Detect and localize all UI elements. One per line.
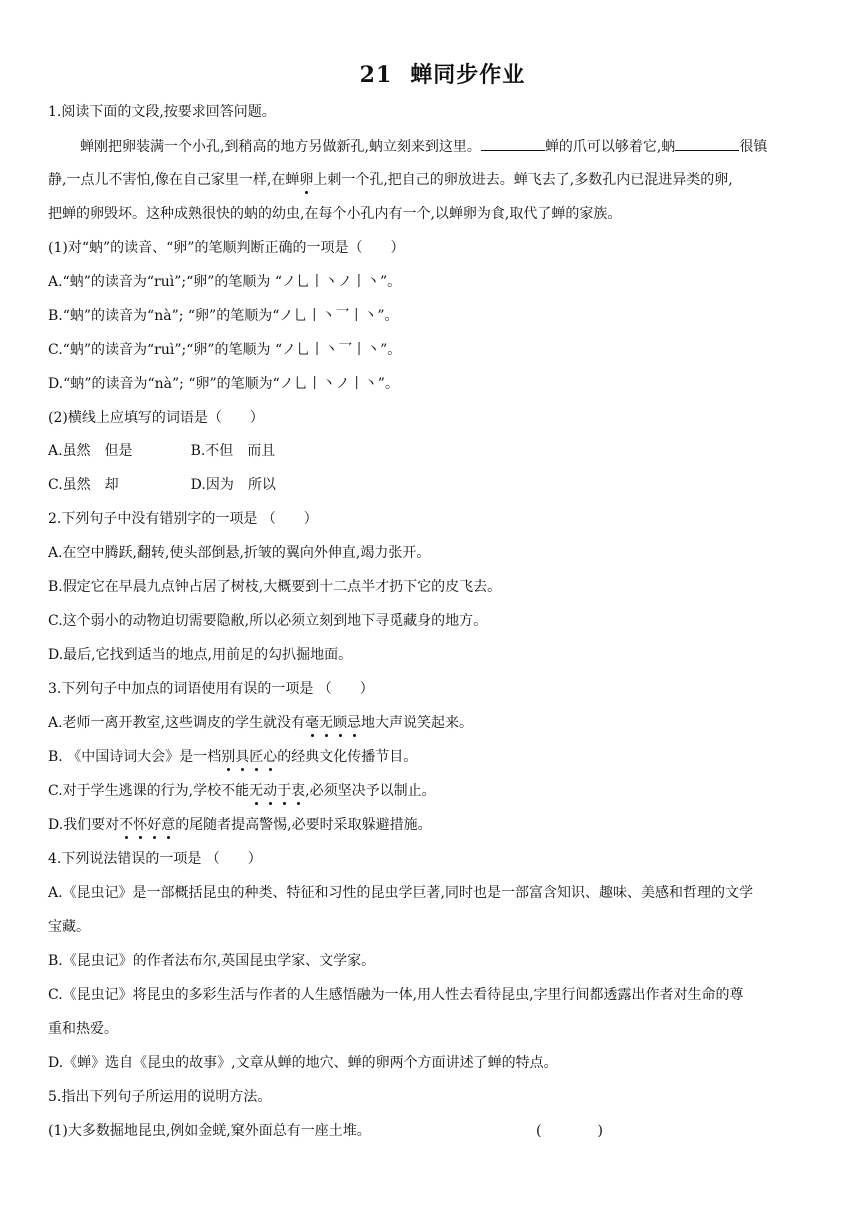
fill-blank-2[interactable] — [675, 136, 739, 151]
option-text: B. 《中国诗词大会》是一档 — [48, 749, 222, 765]
page-title — [0, 58, 860, 89]
emphasis-dot-char: 毫 — [305, 715, 320, 731]
emphasis-dot-char: 无 — [319, 715, 334, 731]
q1-sub1-option-c: C.“蚋”的读音为“ruì”;“卵”的笔顺为 “ノ乚丨丶乛丨丶”。 — [48, 342, 402, 358]
option-text: 的尾随者提高警惕,必要时采取躲避措施。 — [175, 817, 432, 833]
q4-option-c-line-1: C.《昆虫记》将昆虫的多彩生活与作者的人生感悟融为一体,用人性去看待昆虫,字里行间都透露出作者对生命的尊 — [48, 987, 744, 1003]
emphasis-dot-char: 匠 — [249, 749, 264, 765]
emphasis-dot-char: 怀 — [133, 817, 148, 833]
passage-text: 蝉刚把卵装满一个小孔,到稍高的地方另做新孔,蚋立刻来到这里。 — [80, 139, 481, 155]
emphasis-dot-char: 具 — [235, 749, 250, 765]
option-text: 地大声说笑起来。 — [361, 715, 474, 731]
q1-sub2-option-d: D.因为 所以 — [190, 477, 276, 493]
q3-option-c — [48, 781, 818, 801]
q1-stem: 1.阅读下面的文段,按要求回答问题。 — [48, 104, 276, 120]
q3-option-b — [48, 747, 818, 767]
q1-sub1: (1)对“蚋”的读音、“卵”的笔顺判断正确的一项是（ ） — [48, 240, 405, 256]
emphasis-dot-char: 忌 — [347, 715, 362, 731]
q4-stem: 4.下列说法错误的一项是 （ ） — [48, 851, 262, 867]
q1-sub2-options-row-2 — [48, 475, 818, 495]
q1-passage-line-1 — [80, 136, 812, 157]
dotted-word — [249, 783, 305, 799]
passage-text: 上刺一个孔,把自己的卵放进去。蝉飞去了,多数孔内已混进异类的卵, — [313, 172, 733, 188]
q4-option-a-line-2: 宝藏。 — [48, 919, 90, 935]
q3-option-d — [48, 815, 818, 835]
q1-sub2: (2)横线上应填写的词语是（ ） — [48, 410, 264, 426]
q1-sub2-options-row-1 — [48, 441, 818, 461]
q2-stem: 2.下列句子中没有错别字的一项是 （ ） — [48, 511, 318, 527]
option-text: A.老师一离开教室,这些调皮的学生就没有 — [48, 715, 306, 731]
lesson-number: 21 — [359, 62, 393, 88]
q1-sub1-option-a: A.“蚋”的读音为“ruì”;“卵”的笔顺为 “ノ乚丨丶ノ丨丶”。 — [48, 274, 402, 290]
dotted-word — [221, 749, 277, 765]
q3-stem: 3.下列句子中加点的词语使用有误的一项是 （ ） — [48, 681, 374, 697]
emphasis-dot-char: 衷 — [291, 783, 306, 799]
emphasis-dot-char: 于 — [277, 783, 292, 799]
q4-option-d: D.《蝉》选自《昆虫的故事》,文章从蝉的地穴、蝉的卵两个方面讲述了蝉的特点。 — [48, 1055, 558, 1071]
q3-option-a — [48, 713, 818, 733]
emphasis-dot-char: 顾 — [333, 715, 348, 731]
emphasis-dot-char: 不 — [119, 817, 134, 833]
q1-sub2-option-b: B.不但 而且 — [190, 443, 276, 459]
q1-sub2-option-a: A.虽然 但是 — [48, 443, 133, 459]
q1-passage-line-3: 把蝉的卵毁坏。这种成熟很快的蚋的幼虫,在每个小孔内有一个,以蝉卵为食,取代了蝉的家族。 — [48, 206, 622, 222]
option-text: D.我们要对 — [48, 817, 120, 833]
emphasis-dot-char: 卵 — [299, 172, 314, 188]
q2-option-b: B.假定它在早晨九点钟占居了树枝,大概要到十二点半才扔下它的皮飞去。 — [48, 579, 502, 595]
q2-option-d: D.最后,它找到适当的地点,用前足的勾扒掘地面。 — [48, 647, 353, 663]
q1-sub1-option-b: B.“蚋”的读音为“nà”; “卵”的笔顺为“ノ乚丨丶乛丨丶”。 — [48, 308, 399, 324]
fill-blank-1[interactable] — [481, 136, 545, 151]
emphasis-dot-char: 心 — [263, 749, 278, 765]
passage-text: 很镇 — [739, 139, 768, 155]
q2-option-c: C.这个弱小的动物迫切需要隐敝,所以必须立刻到地下寻觅藏身的地方。 — [48, 613, 488, 629]
q4-option-c-line-2: 重和热爱。 — [48, 1021, 118, 1037]
q1-sub1-option-d: D.“蚋”的读音为“nà”; “卵”的笔顺为“ノ乚丨丶ノ丨丶”。 — [48, 376, 399, 392]
dotted-word — [305, 715, 361, 731]
q1-sub2-option-c: C.虽然 却 — [48, 477, 119, 493]
lesson-title: 蝉同步作业 — [410, 62, 526, 88]
passage-text: 静,一点儿不害怕,像在自己家里一样,在蝉 — [48, 172, 300, 188]
emphasis-dot-char: 好 — [147, 817, 162, 833]
q4-option-a-line-1: A.《昆虫记》是一部概括昆虫的种类、特征和习性的昆虫学巨著,同时也是一部富含知识、趣味、美感和哲理的文学 — [48, 885, 754, 901]
emphasis-dot-char: 动 — [263, 783, 278, 799]
q5-sentence-text: (1)大多数掘地昆虫,例如金蜣,窠外面总有一座土堆。 — [48, 1123, 371, 1139]
option-text: C.对于学生逃课的行为,学校不能 — [48, 783, 250, 799]
option-text: ,必须坚决予以制止。 — [305, 783, 436, 799]
passage-text: 蝉的爪可以够着它,蚋 — [544, 139, 676, 155]
dotted-word — [119, 817, 175, 833]
emphasis-dot-char: 别 — [221, 749, 236, 765]
q1-passage-line-2 — [48, 170, 818, 190]
q2-option-a: A.在空中腾跃,翻转,使头部倒悬,折皱的翼向外伸直,竭力张开。 — [48, 545, 431, 561]
emphasis-dot-char: 无 — [249, 783, 264, 799]
q4-option-b: B.《昆虫记》的作者法布尔,英国昆虫学家、文学家。 — [48, 953, 376, 969]
emphasis-dot-char: 意 — [161, 817, 176, 833]
option-text: 的经典文化传播节目。 — [277, 749, 418, 765]
q5-stem: 5.指出下列句子所运用的说明方法。 — [48, 1089, 272, 1105]
q5-sentence-1 — [48, 1121, 818, 1141]
answer-parentheses[interactable]: ( ) — [536, 1123, 603, 1139]
